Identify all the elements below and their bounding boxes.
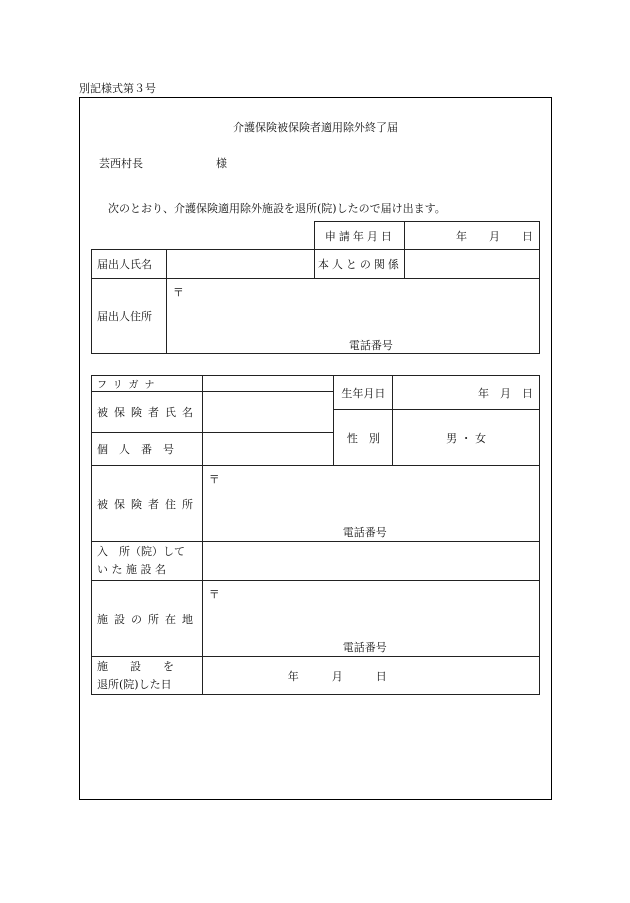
birthdate-label: 生年月日	[334, 376, 393, 410]
insured-name-field[interactable]	[202, 392, 334, 433]
form-title: 介護保険被保険者適用除外終了届	[233, 121, 398, 134]
relation-label: 本人との関係	[315, 250, 405, 279]
applicant-name-field[interactable]	[166, 250, 315, 279]
postal-mark: 〒	[208, 588, 220, 601]
furigana-field[interactable]	[202, 376, 334, 392]
facility-name-label-line1: 入 所（院）して	[97, 545, 185, 559]
phone-label: 電話番号	[342, 526, 387, 539]
insured-name-label: 被保険者氏名	[92, 392, 203, 433]
personal-number-label: 個 人 番 号	[92, 433, 203, 466]
application-date-field[interactable]: 年 月 日	[405, 222, 540, 250]
postal-mark: 〒	[172, 286, 184, 299]
facility-name-label-line2: い た 施 設 名	[97, 563, 166, 576]
exit-date-label-line1: 施 設 を	[97, 659, 174, 673]
facility-location-label: 施設の所在地	[92, 581, 203, 657]
exit-date-label	[92, 657, 203, 695]
insured-address-label: 被保険者住所	[92, 466, 203, 542]
insured-table	[91, 375, 540, 695]
application-date-label: 申請年月日	[315, 222, 405, 250]
applicant-address-field[interactable]	[166, 279, 539, 354]
applicant-address-label: 届出人住所	[92, 279, 167, 354]
personal-number-field[interactable]	[202, 433, 334, 466]
addressee-name: 芸西村長	[99, 157, 143, 170]
applicant-name-label: 届出人氏名	[92, 250, 167, 279]
phone-label: 電話番号	[348, 339, 393, 352]
blank-cell	[92, 222, 315, 250]
birthdate-field[interactable]: 年 月 日	[393, 376, 540, 410]
facility-name-label	[92, 542, 203, 581]
gender-field[interactable]: 男 ・ 女	[393, 410, 540, 466]
relation-field[interactable]	[405, 250, 540, 279]
exit-date-label-line2: 退所(院)した日	[97, 677, 172, 691]
postal-mark: 〒	[208, 473, 220, 486]
form-number: 別記様式第３号	[79, 82, 156, 95]
intro-text: 次のとおり、介護保険適用除外施設を退所(院)したので届け出ます。	[108, 202, 446, 215]
exit-date-field[interactable]	[202, 657, 539, 695]
insured-address-field[interactable]	[202, 466, 539, 542]
applicant-table	[91, 221, 540, 354]
phone-label: 電話番号	[342, 641, 387, 654]
gender-label: 性 別	[334, 410, 393, 466]
facility-location-field[interactable]	[202, 581, 539, 657]
addressee-honorific: 様	[216, 157, 227, 170]
exit-date-value: 年 月 日	[287, 669, 387, 683]
furigana-label: フリガナ	[92, 376, 203, 392]
facility-name-field[interactable]	[202, 542, 539, 581]
